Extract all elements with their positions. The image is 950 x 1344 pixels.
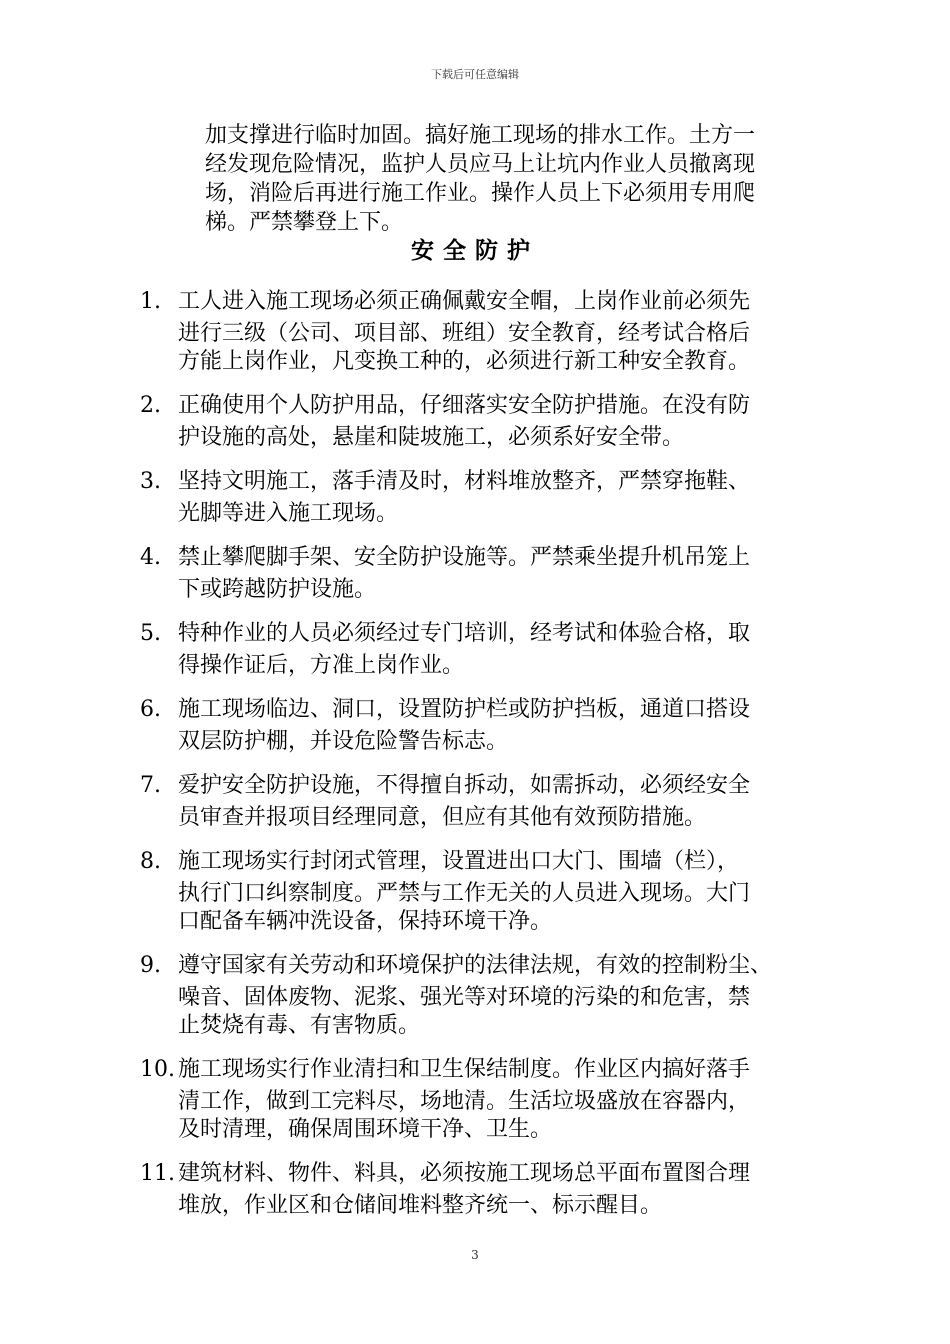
list-item-line: 及时清理，确保周围环境干净、卫生。 (178, 1117, 553, 1142)
list-item (140, 540, 820, 604)
list-item-line: 进行三级（公司、项目部、班组）安全教育，经考试合格后 (178, 321, 751, 346)
section-title: 安全防护 (411, 238, 539, 264)
intro-line: 经发现危险情况，监护人员应马上让坑内作业人员撤离现 (205, 152, 756, 177)
intro-line: 加支撑进行临时加固。搞好施工现场的排水工作。土方一 (205, 123, 756, 148)
list-item (140, 1156, 820, 1220)
list-item (140, 948, 820, 1040)
list-item-line: 执行门口纠察制度。严禁与工作无关的人员进入现场。大门 (178, 881, 751, 906)
list-item-line: 建筑材料、物件、料具，必须按施工现场总平面布置图合理 (178, 1161, 751, 1186)
list-item (140, 616, 820, 680)
list-item (140, 388, 820, 452)
page-number: 3 (471, 1248, 479, 1262)
list-item-line: 止焚烧有毒、有害物质。 (178, 1013, 421, 1038)
list-item-line: 堆放，作业区和仓储间堆料整齐统一、标示醒目。 (178, 1193, 663, 1218)
list-item-number: 8. (140, 849, 161, 874)
intro-paragraph (205, 121, 820, 237)
list-item-number: 7. (140, 773, 161, 798)
list-item-line: 坚持文明施工，落手清及时，材料堆放整齐，严禁穿拖鞋、 (178, 469, 751, 494)
list-item (140, 844, 820, 936)
list-item-line: 爱护安全防护设施，不得擅自拆动，如需拆动，必须经安全 (178, 773, 751, 798)
list-item-line: 得操作证后，方准上岗作业。 (178, 653, 465, 678)
intro-line: 梯。严禁攀登上下。 (205, 210, 404, 235)
list-item-number: 3. (140, 469, 161, 494)
list-item-line: 光脚等进入施工现场。 (178, 501, 399, 526)
list-item-number: 2. (140, 393, 161, 418)
intro-line: 场，消险后再进行施工作业。操作人员上下必须用专用爬 (205, 181, 756, 206)
safety-list (140, 284, 820, 1232)
list-item-line: 员审查并报项目经理同意，但应有其他有效预防措施。 (178, 805, 707, 830)
list-item-line: 口配备车辆冲洗设备，保持环境干净。 (178, 909, 553, 934)
list-item (140, 284, 820, 376)
list-item-line: 清工作，做到工完料尽，场地清。生活垃圾盛放在容器内， (178, 1089, 751, 1114)
list-item-number: 6. (140, 697, 161, 722)
page-header: 下载后可任意编辑 (431, 68, 519, 81)
list-item-number: 4. (140, 545, 161, 570)
list-item-number: 5. (140, 621, 161, 646)
list-item-line: 护设施的高处，悬崖和陡坡施工，必须系好安全带。 (178, 425, 685, 450)
list-item (140, 1052, 820, 1144)
list-item (140, 768, 820, 832)
list-item-line: 禁止攀爬脚手架、安全防护设施等。严禁乘坐提升机吊笼上 (178, 545, 751, 570)
list-item-line: 工人进入施工现场必须正确佩戴安全帽，上岗作业前必须先 (178, 289, 751, 314)
list-item-line: 方能上岗作业，凡变换工种的，必须进行新工种安全教育。 (178, 349, 751, 374)
list-item-number: 11. (140, 1161, 175, 1186)
list-item (140, 692, 820, 756)
list-item-line: 下或跨越防护设施。 (178, 577, 377, 602)
list-item-line: 噪音、固体废物、泥浆、强光等对环境的污染的和危害，禁 (178, 985, 751, 1010)
list-item-line: 特种作业的人员必须经过专门培训，经考试和体验合格，取 (178, 621, 751, 646)
list-item-number: 10. (140, 1057, 175, 1082)
list-item-line: 遵守国家有关劳动和环境保护的法律法规，有效的控制粉尘、 (178, 953, 773, 978)
list-item (140, 464, 820, 528)
list-item-number: 1. (140, 289, 161, 314)
list-item-line: 施工现场临边、洞口，设置防护栏或防护挡板，通道口搭设 (178, 697, 751, 722)
list-item-line: 正确使用个人防护用品，仔细落实安全防护措施。在没有防 (178, 393, 751, 418)
list-item-line: 施工现场实行封闭式管理，设置进出口大门、围墙（栏）， (178, 849, 740, 874)
list-item-line: 施工现场实行作业清扫和卫生保结制度。作业区内搞好落手 (178, 1057, 751, 1082)
list-item-number: 9. (140, 953, 161, 978)
list-item-line: 双层防护棚，并设危险警告标志。 (178, 729, 509, 754)
